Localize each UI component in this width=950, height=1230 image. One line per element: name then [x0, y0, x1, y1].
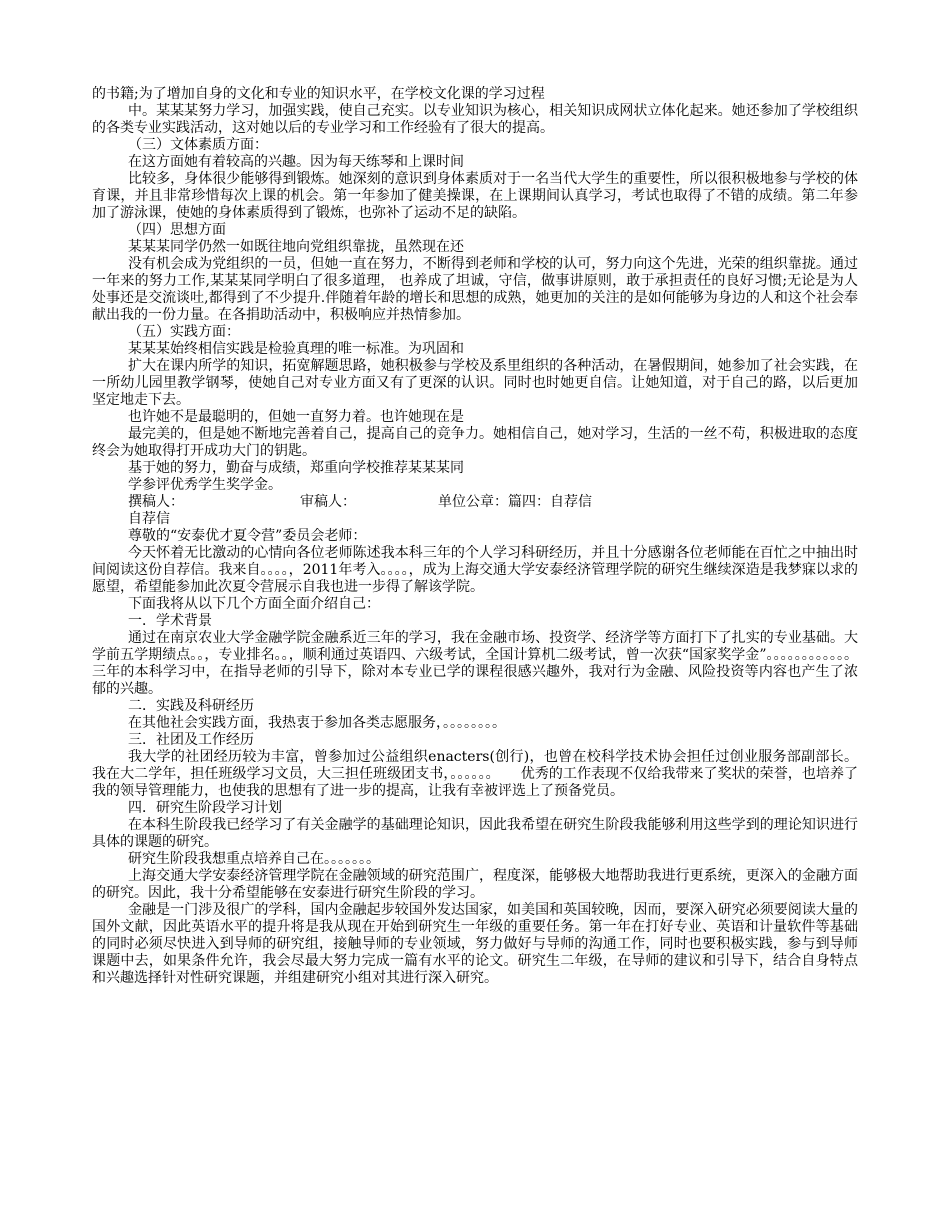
paragraph: 学参评优秀学生奖学金。: [128, 477, 282, 493]
paragraph: 某某某同学仍然一如既往地向党组织靠拢，虽然现在还: [128, 239, 464, 255]
paragraph: 在其他社会实践方面，我热衷于参加各类志愿服务，。。。。。。。。: [128, 715, 506, 731]
paragraph: 比较多，身体很少能够得到锻炼。她深刻的意识到身体素质对于一名当代大学生的重要性，所以很积极地参与学校的体育课，并且非常珍惜每次上课的机会。第一年参加了健美操课，在上课期间认真学习，考试也取得了不错的成绩。第二年参加了游泳课，使她的身体素质得到了锻炼，也弥补了运动不足的缺陷。: [92, 171, 858, 221]
paragraph: 某某某始终相信实践是检验真理的唯一标准。为巩固和: [128, 341, 464, 357]
reviewer-label: 审稿人：: [300, 494, 356, 510]
paragraph: 基于她的努力，勤奋与成绩，郑重向学校推荐某某某同: [128, 460, 464, 476]
author-label: 撰稿人：: [128, 494, 184, 510]
paragraph: 自荐信: [128, 511, 170, 527]
paragraph: 研究生阶段我想重点培养自己在。。。。。。。: [128, 851, 380, 867]
signature-line: [92, 494, 858, 511]
paragraph: 尊敬的“安泰优才夏令营”委员会老师：: [128, 528, 367, 544]
paragraph: 一．学术背景: [128, 613, 212, 629]
paragraph: （五）实践方面：: [128, 324, 240, 340]
paragraph: 也许她不是最聪明的，但她一直努力着。也许她现在是: [128, 409, 464, 425]
paragraph: 最完美的，但是她不断地完善着自己，提高自己的竞争力。她相信自己，她对学习，生活的一丝不苟，积极进取的态度终会为她取得打开成功大门的钥匙。: [92, 426, 858, 459]
paragraph: 中。某某某努力学习，加强实践，使自己充实。以专业知识为核心，相关知识成网状立体化起来。她还参加了学校组织的各类专业实践活动，这对她以后的专业学习和工作经验有了很大的提高。: [92, 103, 858, 136]
paragraph: 金融是一门涉及很广的学科，国内金融起步较国外发达国家，如美国和英国较晚，因而，要深入研究必须要阅读大量的国外文献，因此英语水平的提升将是我从现在开始到研究生一年级的重要任务。第一年在打好专业、英语和计量软件等基础的同时必须尽快进入到导师的研究组，接触导师的专业领域，努力做好与导师的沟通工作，同时也要积极实践，参与到导师课题中去，如果条件允许，我会尽最大努力完成一篇有水平的论文。研究生二年级，在导师的建议和引导下，结合自身特点和兴趣选择针对性研究课题，并组建研究小组对其进行深入研究。: [92, 902, 858, 986]
paragraph: 四．研究生阶段学习计划: [128, 800, 282, 816]
paragraph: （三）文体素质方面：: [128, 137, 268, 153]
paragraph: 通过在南京农业大学金融学院金融系近三年的学习，我在金融市场、投资学、经济学等方面打下了扎实的专业基础。大学前五学期绩点。。，专业排名。。，顺利通过英语四、六级考试，全国计算机二级考试，曾一次获“国家奖学金”。。。。。。。。。。。。三年的本科学习中，在指导老师的引导下，除对本专业已学的课程很感兴趣外，我对行为金融、风险投资等内容也产生了浓郁的兴趣。: [92, 630, 858, 697]
paragraph: 三．社团及工作经历: [128, 732, 254, 748]
paragraph: 今天怀着无比激动的心情向各位老师陈述我本科三年的个人学习科研经历，并且十分感谢各位老师能在百忙之中抽出时间阅读这份自荐信。我来自。。。。，2011年考入。。。。，成为上海交通大学安泰经济管理学院的研究生继续深造是我梦寐以求的愿望，希望能参加此次夏令营展示自我也进一步得了解该学院。: [92, 545, 858, 595]
paragraph: 在这方面她有着较高的兴趣。因为每天练琴和上课时间: [128, 154, 464, 170]
paragraph: 上海交通大学安泰经济管理学院在金融领域的研究范围广，程度深，能够极大地帮助我进行更系统，更深入的金融方面的研究。因此，我十分希望能够在安泰进行研究生阶段的学习。: [92, 868, 858, 901]
paragraph: 的书籍;为了增加自身的文化和专业的知识水平，在学校文化课的学习过程: [92, 86, 545, 102]
seal-label: 单位公章：篇四：自荐信: [438, 494, 592, 510]
paragraph: 二．实践及科研经历: [128, 698, 254, 714]
paragraph: 在本科生阶段我已经学习了有关金融学的基础理论知识，因此我希望在研究生阶段我能够利用这些学到的理论知识进行具体的课题的研究。: [92, 817, 858, 850]
paragraph: 扩大在课内所学的知识，拓宽解题思路，她积极参与学校及系里组织的各种活动，在暑假期间，她参加了社会实践，在一所幼儿园里教学钢琴，使她自己对专业方面又有了更深的认识。同时也时她更自信。让她知道，对于自己的路，以后更加坚定地走下去。: [92, 358, 858, 408]
paragraph: 下面我将从以下几个方面全面介绍自己：: [128, 596, 380, 612]
paragraph: （四）思想方面: [128, 222, 226, 238]
paragraph: 我大学的社团经历较为丰富，曾参加过公益组织enacters(创行)，也曾在校科学技术协会担任过创业服务部副部长。我在大二学年，担任班级学习文员，大三担任班级团支书，。。。。。。 优秀的工作表现不仅给我带来了奖状的荣誉，也培养了我的领导管理能力，也使我的思想有了进一步的提高，让我有幸被评选上了预备党员。: [92, 749, 858, 799]
paragraph: 没有机会成为党组织的一员，但她一直在努力，不断得到老师和学校的认可，努力向这个先进，光荣的组织靠拢。通过一年来的努力工作,某某某同学明白了很多道理， 也养成了坦诚，守信，做事讲原则，敢于承担责任的良好习惯;无论是为人处事还是交流谈吐,都得到了不少提升.伴随着年龄的增长和思想的成熟，她更加的关注的是如何能够为身边的人和这个社会奉献出我的一份力量。在各捐助活动中，积极响应并热情参加。: [92, 256, 858, 323]
self-recommendation-section: [92, 511, 858, 987]
recommendation-section: [92, 86, 858, 494]
